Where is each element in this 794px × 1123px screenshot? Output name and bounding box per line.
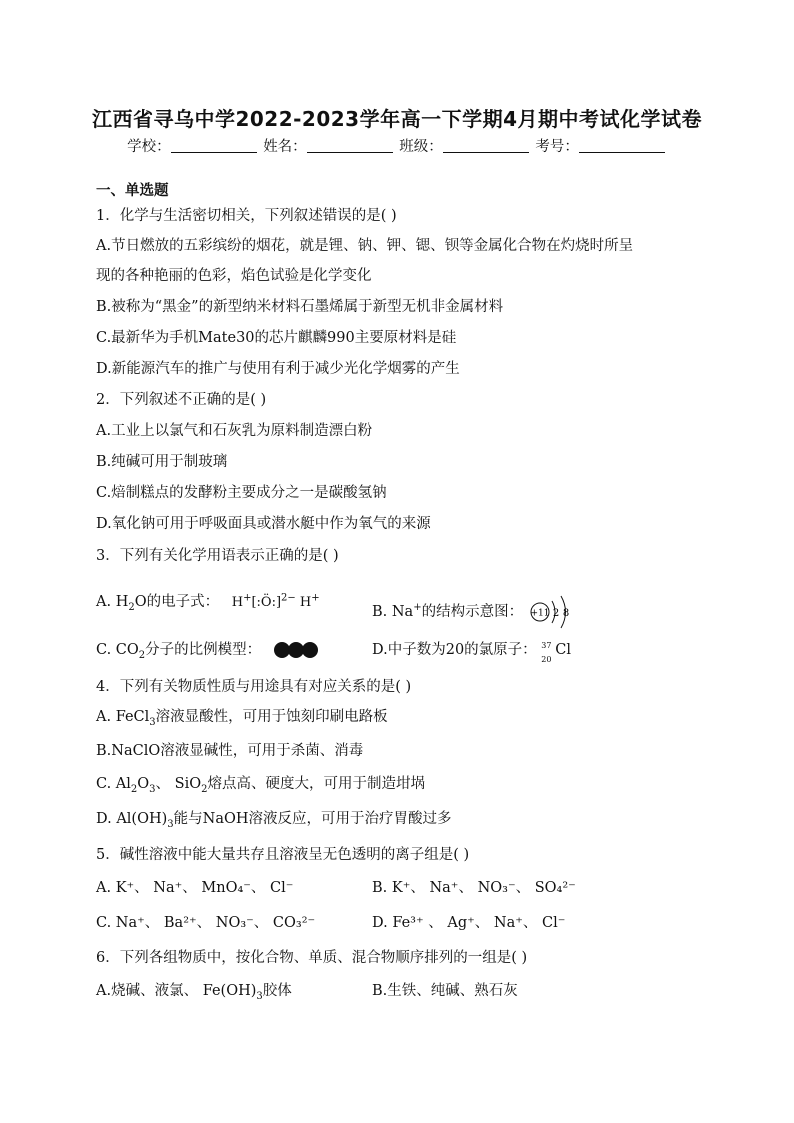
q6-option-b: B.生铁、纯碱、熟石灰 [372,983,518,999]
water-electron-formula: H+[:Ö:]$^{2-}$ H+ [231,592,320,610]
svg-text:+11: +11 [530,608,550,619]
q2-option-d: D.氧化钠可用于呼吸面具或潜水艇中作为氧气的来源 [96,516,431,532]
q4-option-c: C. $Al_2O_3$、 SiO$_2$熔点高、硬度大，可用于制造坩埚 [96,776,425,795]
page-title: 江西省寻乌中学2022-2023学年高一下学期4月期中考试化学试卷 [91,107,703,131]
co2-space-filling-model [272,641,320,659]
name-label: 姓名： [263,139,307,155]
isotope-notation: 37 20 [541,641,552,664]
q5-option-c: C. Na⁺、 Ba²⁺、 NO₃⁻、 CO₃²⁻ [96,915,316,931]
school-label: 学校： [127,139,171,155]
section-heading: 一、单选题 [96,183,169,199]
q1-stem: 1．化学与生活密切相关，下列叙述错误的是( ) [96,208,397,224]
q1-option-a-cont: 现的各种艳丽的色彩，焰色试验是化学变化 [96,268,372,284]
q2-option-c: C.焙制糕点的发酵粉主要成分之一是碳酸氢钠 [96,485,387,501]
q4-option-d: D. $Al(OH)_3$能与NaOH溶液反应，可用于治疗胃酸过多 [96,811,452,830]
q3-stem: 3．下列有关化学用语表示正确的是( ) [96,548,339,564]
q3-option-a: A. $H_2O$的电子式： H+[:Ö:]$^{2-}$ H+ [96,592,320,613]
q5-stem: 5．碱性溶液中能大量共存且溶液呈无色透明的离子组是( ) [96,847,470,863]
number-blank[interactable] [579,138,665,153]
q1-option-a: A.节日燃放的五彩缤纷的烟花，就是锂、钠、钾、锶、钡等金属化合物在灼烧时所呈 [96,238,634,254]
q4-stem: 4．下列有关物质性质与用途具有对应关系的是( ) [96,679,412,695]
q3-option-b: B. Na+的结构示意图： +11 2 8 [372,592,576,632]
name-blank[interactable] [307,138,393,153]
school-blank[interactable] [171,138,257,153]
q1-option-c: C.最新华为手机Mate30的芯片麒麟990主要原材料是硅 [96,330,457,346]
number-label: 考号： [535,139,579,155]
student-info-row [0,135,794,156]
svg-text:2: 2 [552,608,559,619]
q4-option-a: A. FeCl$_3$溶液显酸性，可用于蚀刻印刷电路板 [96,709,388,728]
q2-stem: 2．下列叙述不正确的是( ) [96,392,267,408]
class-blank[interactable] [443,138,529,153]
q6-stem: 6．下列各组物质中，按化合物、单质、混合物顺序排列的一组是( ) [96,950,528,966]
q6-option-a: A.烧碱、液氯、 $Fe(OH)_3$胶体 [96,983,292,1002]
q5-option-b: B. K⁺、 Na⁺、 NO₃⁻、 SO₄²⁻ [372,880,576,896]
q5-option-d: D. Fe³⁺ 、 Ag⁺、 Na⁺、 Cl⁻ [372,915,566,931]
q4-option-b: B.NaClO溶液显碱性，可用于杀菌、消毒 [96,743,364,759]
sodium-ion-structure-diagram [528,592,576,632]
q3-option-d: D.中子数为20的氯原子： 37 20 Cl [372,641,572,664]
q5-option-a: A. K⁺、 Na⁺、 MnO₄⁻、 Cl⁻ [96,880,294,896]
class-label: 班级： [399,139,443,155]
q2-option-a: A.工业上以氯气和石灰乳为原料制造漂白粉 [96,423,373,439]
q1-option-b: B.被称为“黑金”的新型纳米材料石墨烯属于新型无机非金属材料 [96,299,504,315]
svg-text:8: 8 [562,608,569,619]
q3-option-c: C. $CO_2$分子的比例模型： [96,640,320,660]
q1-option-d: D.新能源汽车的推广与使用有利于减少光化学烟雾的产生 [96,361,460,377]
q2-option-b: B.纯碱可用于制玻璃 [96,454,228,470]
